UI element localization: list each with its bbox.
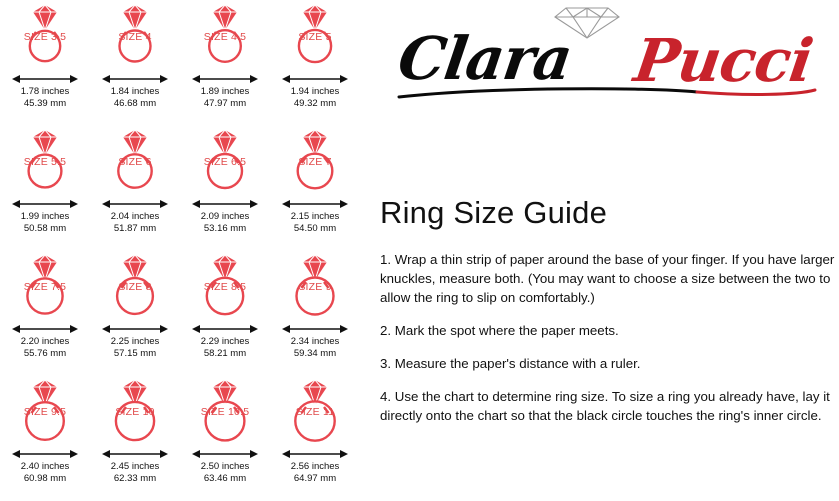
ring-measure-inches: 1.99 inches (20, 211, 70, 222)
ring-size-label: SIZE 11 (295, 406, 335, 418)
ring-measure-inches: 2.45 inches (110, 461, 160, 472)
instruction-step: 3. Measure the paper's distance with a ruler. (380, 356, 641, 371)
ring-size-chart-grid (0, 0, 360, 501)
ring-measure-mm: 49.32 mm (293, 97, 337, 109)
instruction-list (380, 250, 835, 439)
measure-arrow-icon (100, 72, 170, 84)
measure-arrow-icon (10, 72, 80, 84)
brand-name-first: Clara (394, 24, 576, 93)
ring-measure-inches: 2.15 inches (290, 211, 340, 222)
ring-measure-inches: 2.29 inches (200, 336, 250, 347)
ring-measurement (180, 336, 270, 359)
measure-arrow-icon (100, 447, 170, 459)
ring-measure-mm: 62.33 mm (113, 472, 157, 484)
ring-size-cell (270, 0, 360, 125)
ring-measurement (180, 461, 270, 484)
measure-arrow-icon (190, 72, 260, 84)
ring-measure-mm: 64.97 mm (293, 472, 337, 484)
ring-size-label: SIZE 9.5 (23, 406, 67, 418)
ring-measurement (270, 86, 360, 109)
measure-arrow-icon (280, 197, 350, 209)
ring-size-cell (180, 250, 270, 375)
ring-measure-inches: 2.25 inches (110, 336, 160, 347)
ring-measure-inches: 2.56 inches (290, 461, 340, 472)
ring-measure-mm: 55.76 mm (23, 347, 67, 359)
brand-logo (377, 4, 837, 100)
ring-size-cell (180, 125, 270, 250)
ring-size-label: SIZE 10 (115, 406, 155, 418)
ring-size-cell (270, 125, 360, 250)
ring-size-cell (90, 250, 180, 375)
ring-measure-mm: 58.21 mm (203, 347, 247, 359)
ring-size-cell (0, 0, 90, 125)
ring-size-label: SIZE 4 (118, 31, 152, 43)
ring-size-cell (270, 375, 360, 500)
measure-arrow-icon (280, 72, 350, 84)
ring-measurement (0, 86, 90, 109)
ring-measure-mm: 60.98 mm (23, 472, 67, 484)
measure-arrow-icon (10, 197, 80, 209)
measure-arrow-icon (280, 447, 350, 459)
ring-size-label: SIZE 6.5 (203, 156, 247, 168)
ring-measure-inches: 1.89 inches (200, 86, 250, 97)
ring-size-cell (180, 375, 270, 500)
ring-size-label: SIZE 3.5 (23, 31, 67, 43)
ring-measure-mm: 57.15 mm (113, 347, 157, 359)
ring-size-cell (0, 125, 90, 250)
ring-size-cell (0, 250, 90, 375)
instruction-step: 1. Wrap a thin strip of paper around the base of your finger. If you have larger knuckles, measure both. (You may want to choose a size between the two to allow the ring to slip on comfortably.) (380, 252, 835, 305)
ring-size-label: SIZE 6 (118, 156, 152, 168)
ring-measure-mm: 46.68 mm (113, 97, 157, 109)
ring-measure-mm: 59.34 mm (293, 347, 337, 359)
ring-size-label: SIZE 8.5 (203, 281, 247, 293)
ring-measurement (270, 336, 360, 359)
ring-size-label: SIZE 7.5 (23, 281, 67, 293)
ring-measurement (90, 86, 180, 109)
measure-arrow-icon (100, 197, 170, 209)
ring-measure-mm: 50.58 mm (23, 222, 67, 234)
ring-measurement (180, 211, 270, 234)
ring-size-label: SIZE 5 (298, 31, 332, 43)
ring-measure-mm: 63.46 mm (203, 472, 247, 484)
ring-measure-inches: 2.04 inches (110, 211, 160, 222)
ring-size-cell (270, 250, 360, 375)
instruction-step: 4. Use the chart to determine ring size. To size a ring you already have, lay it directly onto the chart so that the black circle touches the ring's inner circle. (380, 389, 830, 423)
ring-measure-mm: 54.50 mm (293, 222, 337, 234)
instruction-step: 2. Mark the spot where the paper meets. (380, 323, 619, 338)
ring-measure-mm: 47.97 mm (203, 97, 247, 109)
ring-size-cell (180, 0, 270, 125)
ring-size-label: SIZE 4.5 (203, 31, 247, 43)
ring-measurement (180, 86, 270, 109)
measure-arrow-icon (10, 447, 80, 459)
ring-size-cell (0, 375, 90, 500)
ring-measurement (0, 336, 90, 359)
ring-measure-inches: 1.78 inches (20, 86, 70, 97)
ring-size-cell (90, 0, 180, 125)
ring-size-label: SIZE 7 (298, 156, 332, 168)
measure-arrow-icon (190, 447, 260, 459)
ring-size-cell (90, 125, 180, 250)
ring-size-label: SIZE 9 (298, 281, 332, 293)
ring-measurement (90, 461, 180, 484)
ring-measure-inches: 1.94 inches (290, 86, 340, 97)
measure-arrow-icon (100, 322, 170, 334)
measure-arrow-icon (190, 197, 260, 209)
ring-measure-mm: 51.87 mm (113, 222, 157, 234)
ring-measurement (270, 461, 360, 484)
ring-measurement (90, 336, 180, 359)
right-panel (372, 0, 839, 501)
ring-size-cell (90, 375, 180, 500)
ring-measure-inches: 2.50 inches (200, 461, 250, 472)
ring-measurement (0, 211, 90, 234)
measure-arrow-icon (280, 322, 350, 334)
ring-measure-mm: 53.16 mm (203, 222, 247, 234)
ring-size-label: SIZE 8 (118, 281, 152, 293)
brand-name-second: Pucci (630, 26, 817, 95)
ring-measure-mm: 45.39 mm (23, 97, 67, 109)
ring-measurement (0, 461, 90, 484)
measure-arrow-icon (10, 322, 80, 334)
logo-underline-swoosh (397, 86, 817, 100)
page-title: Ring Size Guide (380, 195, 608, 230)
ring-measure-inches: 2.09 inches (200, 211, 250, 222)
ring-measurement (270, 211, 360, 234)
ring-measure-inches: 1.84 inches (110, 86, 160, 97)
ring-measurement (90, 211, 180, 234)
ring-size-label: SIZE 5.5 (23, 156, 67, 168)
ring-measure-inches: 2.40 inches (20, 461, 70, 472)
measure-arrow-icon (190, 322, 260, 334)
ring-measure-inches: 2.20 inches (20, 336, 70, 347)
ring-size-label: SIZE 10.5 (200, 406, 250, 418)
ring-measure-inches: 2.34 inches (290, 336, 340, 347)
